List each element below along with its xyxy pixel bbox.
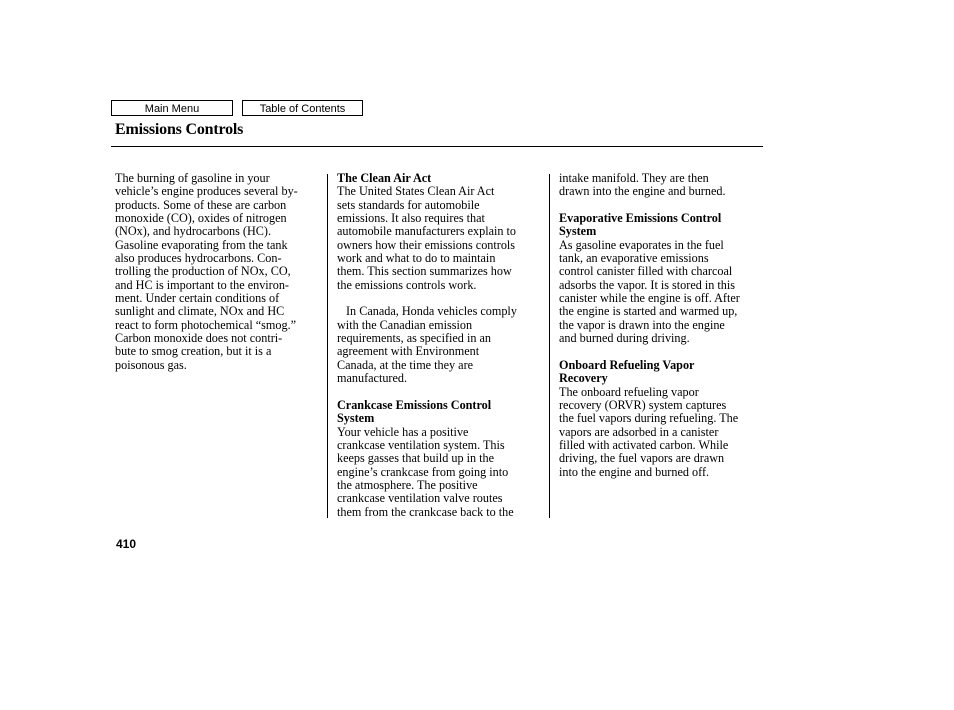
body-text-line: ment. Under certain conditions of [115, 291, 280, 306]
body-text-line: and HC is important to the environ- [115, 277, 289, 292]
body-text-line: The onboard refueling vapor [559, 384, 699, 399]
body-text-line: keeps gasses that build up in the [337, 451, 495, 466]
body-text-line: Your vehicle has a positive [337, 424, 469, 439]
section-heading-line: Crankcase Emissions Control [337, 397, 492, 412]
body-text-line: trolling the production of NOx, CO, [115, 264, 291, 279]
page-title: Emissions Controls [115, 121, 244, 138]
section-heading-line: System [559, 224, 597, 239]
page-number: 410 [116, 537, 137, 551]
body-text-line: sunlight and climate, NOx and HC [115, 304, 285, 319]
section-heading-line: System [337, 411, 375, 426]
section-heading-line: Onboard Refueling Vapor [559, 357, 695, 372]
body-text-line: filled with activated carbon. While [559, 437, 729, 452]
body-text-line: automobile manufacturers explain to [337, 224, 517, 239]
body-text-line: The United States Clean Air Act [337, 184, 495, 199]
text-column-3 [559, 172, 767, 479]
body-text-line: products. Some of these are carbon [115, 197, 287, 212]
table-of-contents-button[interactable]: Table of Contents [242, 100, 363, 116]
body-text-line: adsorbs the vapor. It is stored in this [559, 277, 736, 292]
body-text-line: control canister filled with charcoal [559, 264, 733, 279]
body-text-line: drawn into the engine and burned. [559, 184, 726, 199]
paragraph-gap [337, 292, 545, 305]
body-text-line: also produces hydrocarbons. Con- [115, 251, 282, 266]
title-divider [111, 146, 763, 147]
body-text-line: Gasoline evaporating from the tank [115, 237, 288, 252]
body-text-line: canister while the engine is off. After [559, 291, 740, 306]
body-text-line: tank, an evaporative emissions [559, 251, 709, 266]
paragraph-block [115, 172, 323, 372]
body-text-line: driving, the fuel vapors are drawn [559, 451, 725, 466]
body-text-line: poisonous gas. [115, 357, 187, 372]
text-column-1 [115, 172, 323, 372]
section-heading-line: Evaporative Emissions Control [559, 211, 722, 226]
body-text-line: react to form photochemical “smog.” [115, 317, 297, 332]
body-text-line: Carbon monoxide does not contri- [115, 331, 283, 346]
body-text-line: emissions. It also requires that [337, 211, 485, 226]
body-text-line: them. This section summarizes how [337, 264, 512, 279]
body-text-line: work and what to do to maintain [337, 251, 496, 266]
paragraph-gap [559, 345, 767, 358]
body-text-line: vapors are adsorbed in a canister [559, 424, 719, 439]
body-text-line: the vapor is drawn into the engine [559, 317, 725, 332]
section-block [559, 359, 767, 479]
body-text-line: the atmosphere. The positive [337, 477, 478, 492]
section-block [559, 212, 767, 345]
body-text-line: owners how their emissions controls [337, 237, 516, 252]
column-divider-1 [327, 174, 328, 518]
body-text-line: Canada, at the time they are [337, 357, 474, 372]
section-block [337, 399, 545, 519]
paragraph-block [559, 172, 767, 199]
paragraph-block [337, 305, 545, 385]
body-text-line: bute to smog creation, but it is a [115, 344, 272, 359]
body-text-line: intake manifold. They are then [559, 171, 709, 185]
body-text-line: The burning of gasoline in your [115, 171, 270, 185]
section-heading-line: The Clean Air Act [337, 171, 432, 185]
section-block [337, 172, 545, 292]
body-text-line: requirements, as specified in an [337, 331, 491, 346]
body-text-line: sets standards for automobile [337, 197, 480, 212]
paragraph-gap [559, 199, 767, 212]
body-text-line: engine’s crankcase from going into [337, 464, 509, 479]
body-text-line: agreement with Environment [337, 344, 480, 359]
paragraph-gap [337, 386, 545, 399]
body-text-line: monoxide (CO), oxides of nitrogen [115, 211, 287, 226]
body-text-line: and burned during driving. [559, 331, 690, 346]
body-text-line: into the engine and burned off. [559, 464, 710, 479]
body-text-line: crankcase ventilation valve routes [337, 491, 503, 506]
body-text-line: with the Canadian emission [337, 317, 473, 332]
section-heading-line: Recovery [559, 371, 608, 386]
body-text-line: crankcase ventilation system. This [337, 437, 505, 452]
text-column-2 [337, 172, 545, 519]
body-text-line: the engine is started and warmed up, [559, 304, 738, 319]
body-text-line: the emissions controls work. [337, 277, 477, 292]
body-text-line: As gasoline evaporates in the fuel [559, 237, 724, 252]
body-text-line: In Canada, Honda vehicles comply [346, 304, 517, 319]
body-text-line: the fuel vapors during refueling. The [559, 411, 739, 426]
column-divider-2 [549, 174, 550, 518]
body-text-line: manufactured. [337, 371, 408, 386]
body-text-line: (NOx), and hydrocarbons (HC). [115, 224, 272, 239]
body-text-line: vehicle’s engine produces several by- [115, 184, 298, 199]
main-menu-button[interactable]: Main Menu [111, 100, 233, 116]
body-text-line: them from the crankcase back to the [337, 504, 514, 519]
body-text-line: recovery (ORVR) system captures [559, 397, 727, 412]
